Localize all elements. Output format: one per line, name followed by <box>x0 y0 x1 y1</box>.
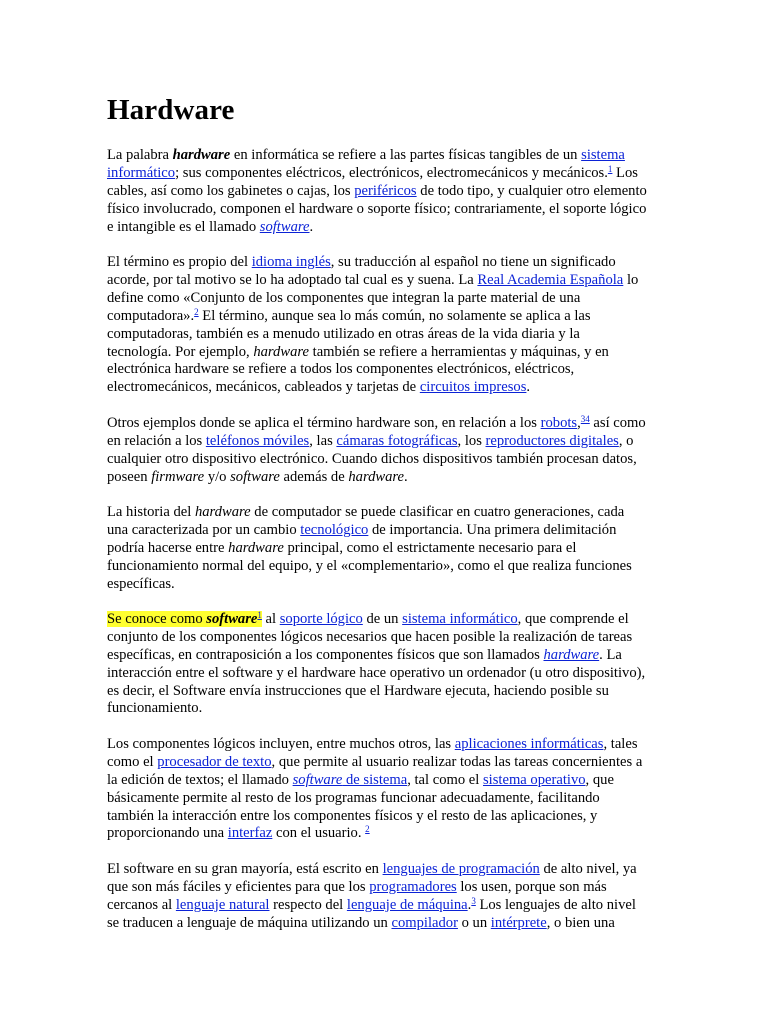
link-de-sistema-text: de sistema <box>342 771 408 788</box>
article-body <box>107 92 647 950</box>
link-hardware-text: hardware <box>543 646 600 663</box>
link-interprete[interactable]: intérprete <box>490 914 547 931</box>
text: , que permite al usuario realizar todas las tareas concernientes a la edición de textos; el llamado <box>107 753 643 788</box>
text: Los lenguajes de alto nivel se traducen a lenguaje de máquina utilizando un <box>107 896 636 931</box>
text: al <box>261 610 280 627</box>
reference-link[interactable]: 1 <box>607 163 613 174</box>
page-title: Hardware <box>107 94 235 126</box>
link-camaras-fotograficas[interactable]: cámaras fotográficas <box>336 432 458 449</box>
reference-link[interactable]: 2 <box>365 824 370 835</box>
text: , tal como el <box>407 771 483 788</box>
link-interfaz[interactable]: interfaz <box>227 825 273 842</box>
text: y/o <box>204 468 231 485</box>
link-reproductores-digitales[interactable]: reproductores digitales <box>485 432 619 449</box>
reference-link[interactable]: 3 <box>471 895 476 906</box>
link-software-de-sistema[interactable] <box>293 772 408 788</box>
link-hardware[interactable] <box>543 647 599 663</box>
link-lenguaje-natural[interactable]: lenguaje natural <box>175 896 270 913</box>
text: también se refiere a herramientas y máquinas, y en electrónica hardware se refiere a todos los componentes electrónicos, eléctricos, electromecánicos, mecánicos, cableados y tarjetas de <box>107 343 609 396</box>
text: , que básicamente permite al resto de los programas funcionar adecuadamente, facilitando también la interacción entre los componentes físicos y el resto de las aplicaciones, y proporcionando una <box>107 771 614 842</box>
link-telefonos-moviles[interactable]: teléfonos móviles <box>205 432 310 449</box>
text: de computador se puede clasificar en cuatro generaciones, cada una caracterizada por un cambio <box>107 503 625 538</box>
text: así como en relación a los <box>107 414 646 449</box>
term-hardware: hardware <box>253 343 309 360</box>
text: , o cualquier otro dispositivo electrónico. Cuando dichos dispositivos también procesan datos, poseen <box>107 432 637 485</box>
link-software[interactable] <box>260 219 310 235</box>
text: Los componentes lógicos incluyen, entre muchos otros, las <box>107 735 455 752</box>
link-aplicaciones-informaticas[interactable]: aplicaciones informáticas <box>454 735 604 752</box>
text: El software en su gran mayoría, está escrito en <box>107 860 383 877</box>
link-sistema-operativo[interactable]: sistema operativo <box>483 771 586 788</box>
term-software: software <box>206 610 258 627</box>
paragraph-1 <box>107 147 647 237</box>
term-hardware: hardware <box>194 503 251 520</box>
text: Otros ejemplos donde se aplica el término hardware son, en relación a los <box>107 414 541 431</box>
term-firmware: firmware <box>151 468 205 485</box>
text: . La interacción entre el software y el hardware hace operativo un ordenador (u otro dispositivo), es decir, el Software envía instrucciones que el Hardware ejecuta, haciendo posible su funcionamiento. <box>107 646 646 717</box>
text: o un <box>457 914 491 931</box>
text: además de <box>279 468 349 485</box>
text: lo define como «Conjunto de los componentes que integran la parte material de una computadora». <box>107 271 639 324</box>
link-lenguajes-de-programacion[interactable]: lenguajes de programación <box>382 860 540 877</box>
link-circuitos-impresos[interactable]: circuitos impresos <box>419 379 527 396</box>
text: . <box>404 468 408 485</box>
term-hardware: hardware <box>228 539 284 556</box>
term-hardware: hardware <box>348 468 405 485</box>
link-tecnologico[interactable]: tecnológico <box>300 521 369 538</box>
term-software: software <box>230 468 280 485</box>
text: en informática se refiere a las partes físicas tangibles de un <box>230 147 582 163</box>
reference-link[interactable]: 2 <box>194 306 199 317</box>
text: , tales como el <box>107 735 638 770</box>
link-software-text: software <box>259 218 310 235</box>
text: La historia del <box>107 503 195 520</box>
text: de todo tipo, y cualquier otro elemento físico involucrado, componen el hardware o soporte físico; contrariamente, el soporte lógico e intangible es el llamado <box>107 182 647 235</box>
paragraph-7 <box>107 861 647 933</box>
link-robots[interactable]: robots <box>540 414 578 431</box>
link-lenguaje-de-maquina[interactable]: lenguaje de máquina <box>346 896 468 913</box>
text: , que comprende el conjunto de los componentes lógicos necesarios que hacen posible la realización de tareas específicas, en contraposición a los componentes físicos que son llamados <box>107 610 633 663</box>
link-compilador[interactable]: compilador <box>391 914 458 931</box>
link-procesador-de-texto[interactable]: procesador de texto <box>157 753 272 770</box>
text: , las <box>309 432 337 449</box>
highlighted-text <box>107 611 262 627</box>
link-programadores[interactable]: programadores <box>369 878 457 895</box>
link-soporte-logico[interactable]: soporte lógico <box>279 610 363 627</box>
text: principal, como el estrictamente necesario para el funcionamiento normal del equipo, y el «complementario», como el que realiza funciones específicas. <box>107 539 632 592</box>
text: de alto nivel, ya que son más fáciles y eficientes para que los <box>107 860 637 895</box>
text: Los cables, así como los gabinetes o cajas, los <box>107 164 638 199</box>
link-real-academia[interactable]: Real Academia Española <box>477 271 624 288</box>
text: , los <box>457 432 486 449</box>
paragraph-4 <box>107 504 647 594</box>
text: de un <box>362 610 403 627</box>
paragraph-2 <box>107 254 647 397</box>
link-sistema-informatico[interactable]: sistema informático <box>107 147 625 181</box>
link-sistema-informatico[interactable]: sistema informático <box>402 610 518 627</box>
text: ; sus componentes eléctricos, electrónicos, electromecánicos y mecánicos. <box>175 164 608 181</box>
text: . <box>467 896 472 913</box>
text: , <box>577 414 581 431</box>
paragraph-6 <box>107 736 647 843</box>
text: , su traducción al español no tiene un significado acorde, por tal motivo se lo ha adoptado tal cual es y suena. La <box>107 254 616 288</box>
text: de importancia. Una primera delimitación podría hacerse entre <box>107 521 617 556</box>
reference-link[interactable]: 1 <box>257 610 262 620</box>
paragraph-3 <box>107 415 647 487</box>
term-hardware: hardware <box>172 147 231 163</box>
link-software-text: software <box>292 771 343 788</box>
paragraph-5 <box>107 611 647 718</box>
link-idioma-ingles[interactable]: idioma inglés <box>251 254 331 271</box>
text: , o bien una <box>546 914 615 931</box>
text: El término, aunque sea lo más común, no solamente se aplica a las computadoras, también es a menudo utilizado en otras áreas de la vida diaria y la tecnología. Por ejemplo, <box>107 307 591 360</box>
text: los usen, porque son más cercanos al <box>107 878 607 913</box>
link-perifericos[interactable]: periféricos <box>354 182 417 199</box>
reference-link[interactable]: 34 <box>580 413 590 424</box>
text: . <box>309 218 314 235</box>
text: con el usuario. <box>272 825 366 842</box>
text: La palabra <box>107 147 173 163</box>
text: Se conoce como <box>107 610 207 627</box>
text: respecto del <box>269 896 347 913</box>
text: El término es propio del <box>107 254 252 271</box>
text: . <box>526 379 531 396</box>
